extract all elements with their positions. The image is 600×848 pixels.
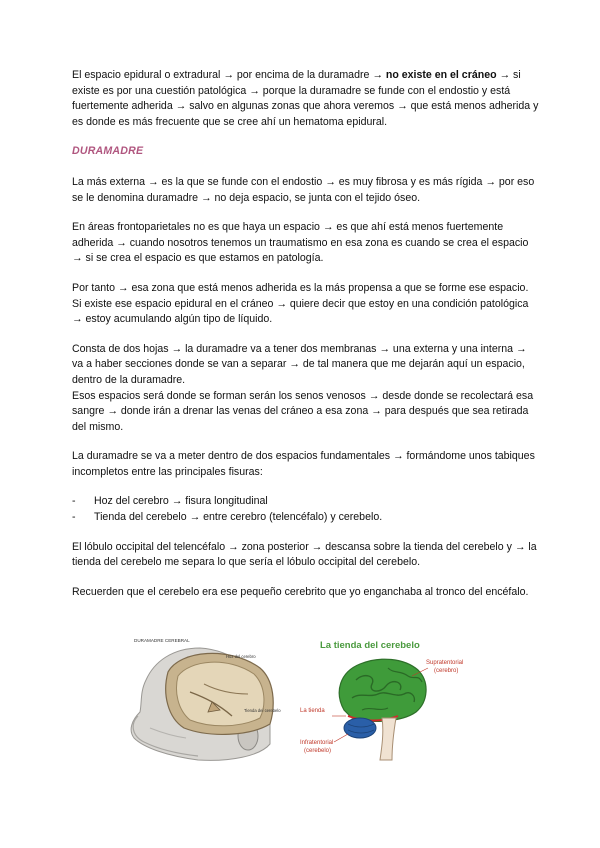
list-item-text: Tienda del cerebelo → entre cerebro (telencéfalo) y cerebelo. [94,511,383,524]
paragraph-pathologic: Si existe ese espacio epidural en el cráneo → quiere decir que estoy en una condición patológica → estoy acumulando algún tipo de líquido. [72,297,529,326]
list-item [72,510,540,526]
label-tienda: La tienda [300,708,325,714]
paragraph-occipital: El lóbulo occipital del telencéfalo → zona posterior → descansa sobre la tienda del cerebelo y → la tienda del cerebelo me separa lo que sería el lóbulo occipital del cerebelo. [72,540,537,569]
septa-list [72,494,540,525]
document-page [72,68,540,614]
paragraph-frontoparietal: En áreas frontoparietales no es que haya un espacio → es que ahí está menos fuertemente adherida → cuando nosotros tenemos un traumatismo en esa zona es cuando se crea el espacio → si se crea el espacio es que estamos en patología. [72,221,529,265]
list-dash: - [72,511,76,524]
paragraph-septa: La duramadre se va a meter dentro de dos espacios fundamentales → formándome unos tabiques incompletos entre las principales fisuras: [72,450,535,478]
figure-label-hoz: Hoz del cerebro [226,654,256,659]
paragraph-venous-sinuses: Esos espacios será donde se forman serán los senos venosos → desde donde se recolectará esa sangre → donde irán a drenar las venas del cráneo a esa zona → para después que sea retirada del mismo. [72,389,534,433]
bold-text: no existe en el cráneo [385,69,497,81]
label-infratentorial-sub: (cerebelo) [304,748,332,754]
paragraph-two-layers: Consta de dos hojas → la duramadre va a tener dos membranas → una externa y una interna → va a haber secciones donde se van a separar → de tal manera que me dejarán aquí un espacio, dentro de la duramadre. [72,342,527,386]
label-supratentorial: Supratentorial [426,660,464,666]
list-dash: - [72,495,76,508]
label-infratentorial: Infratentorial [300,740,334,746]
list-item-text: Hoz del cerebro → fisura longitudinal [94,495,268,508]
paragraph-propensity: Por tanto → esa zona que está menos adherida es la más propensa a que se forme ese espacio. [72,281,529,294]
skull-dissection-illustration [120,632,292,764]
text-span: El espacio epidural o extradural → por encima de la duramadre → [72,69,386,81]
figures-row [120,632,464,764]
paragraph-cerebellum: Recuerden que el cerebelo era ese pequeño cerebrito que yo enganchaba al tronco del encéfalo. [72,585,529,598]
paragraph-outer-layer: La más externa → es la que se funde con el endostio → es muy fibrosa y es más rígida → por eso se le denomina duramadre → no deja espacio, se junta con el tejido óseo. [72,175,535,204]
diagram-title: La tienda del cerebelo [320,640,420,651]
list-item [72,494,540,510]
figure-label-dura: DURAMADRE CEREBRAL [134,638,190,643]
section-heading: DURAMADRE [72,145,144,158]
label-supratentorial-sub: (cerebro) [434,668,459,674]
figure-label-tienda: Tienda del cerebelo [244,708,281,713]
text-span: → si existe es por una cuestión patológica → porque la duramadre se funde con el endostio y está fuertemente adherida → salvo en algunas zonas que ahora veremos → que está menos adherida y es donde es más frecuente que se cree ahí un hematoma epidural. [72,69,539,128]
paragraph-epidural-space [72,68,540,130]
tent-cerebellum-diagram [300,632,480,764]
